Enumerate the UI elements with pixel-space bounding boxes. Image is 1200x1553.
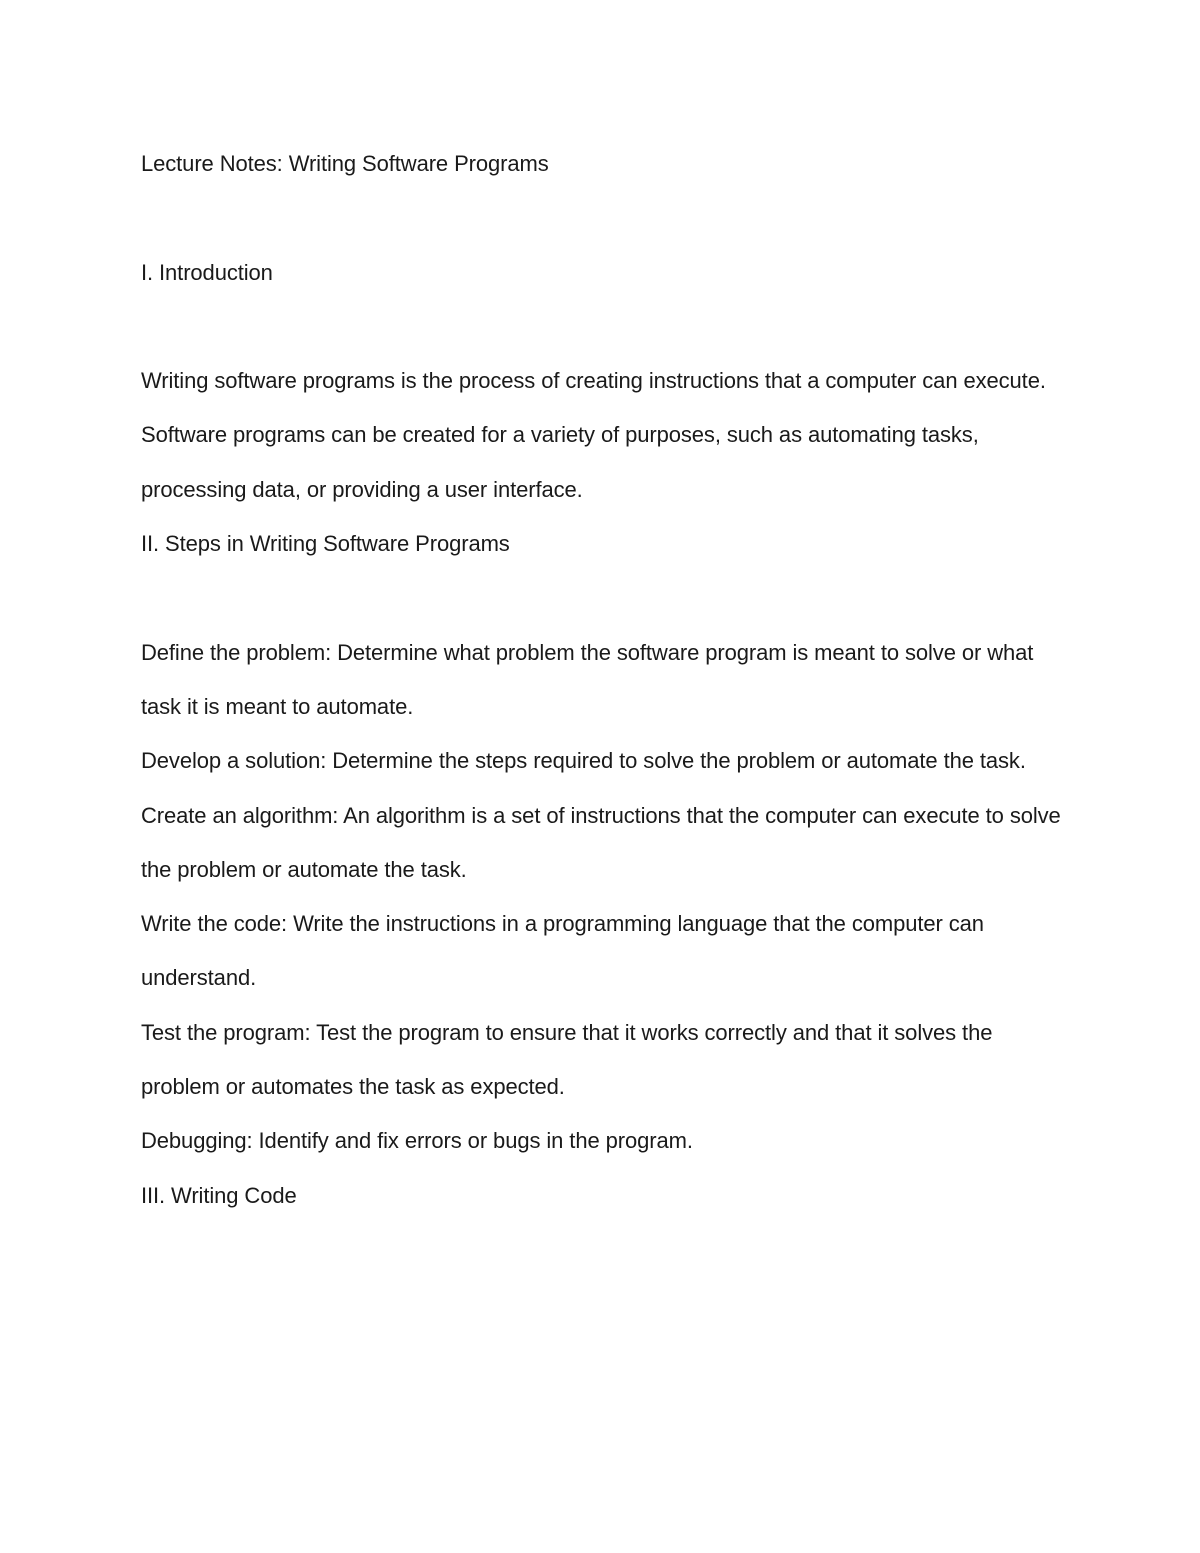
document-body (141, 137, 1071, 1223)
spacer (141, 571, 1071, 625)
section-heading-writing-code: III. Writing Code (141, 1182, 297, 1208)
paragraph: Software programs can be created for a variety of purposes, such as automating tasks, processing data, or providing a user interface. (141, 422, 979, 502)
paragraph: Create an algorithm: An algorithm is a set of instructions that the computer can execute to solve the problem or automate the task. (141, 802, 1061, 882)
paragraph: Write the code: Write the instructions in a programming language that the computer can understand. (141, 911, 984, 991)
spacer (141, 191, 1071, 245)
paragraph: Develop a solution: Determine the steps required to solve the problem or automate the task. (141, 748, 1026, 774)
paragraph: Define the problem: Determine what problem the software program is meant to solve or what task it is meant to automate. (141, 639, 1034, 719)
document-title: Lecture Notes: Writing Software Programs (141, 151, 549, 176)
section-heading-steps: II. Steps in Writing Software Programs (141, 531, 510, 557)
paragraph: Writing software programs is the process of creating instructions that a computer can execute. (141, 368, 1046, 394)
spacer (141, 300, 1071, 354)
paragraph: Debugging: Identify and fix errors or bugs in the program. (141, 1128, 693, 1154)
section-heading-introduction: I. Introduction (141, 259, 273, 285)
paragraph: Test the program: Test the program to ensure that it works correctly and that it solves the problem or automates the task as expected. (141, 1019, 993, 1100)
